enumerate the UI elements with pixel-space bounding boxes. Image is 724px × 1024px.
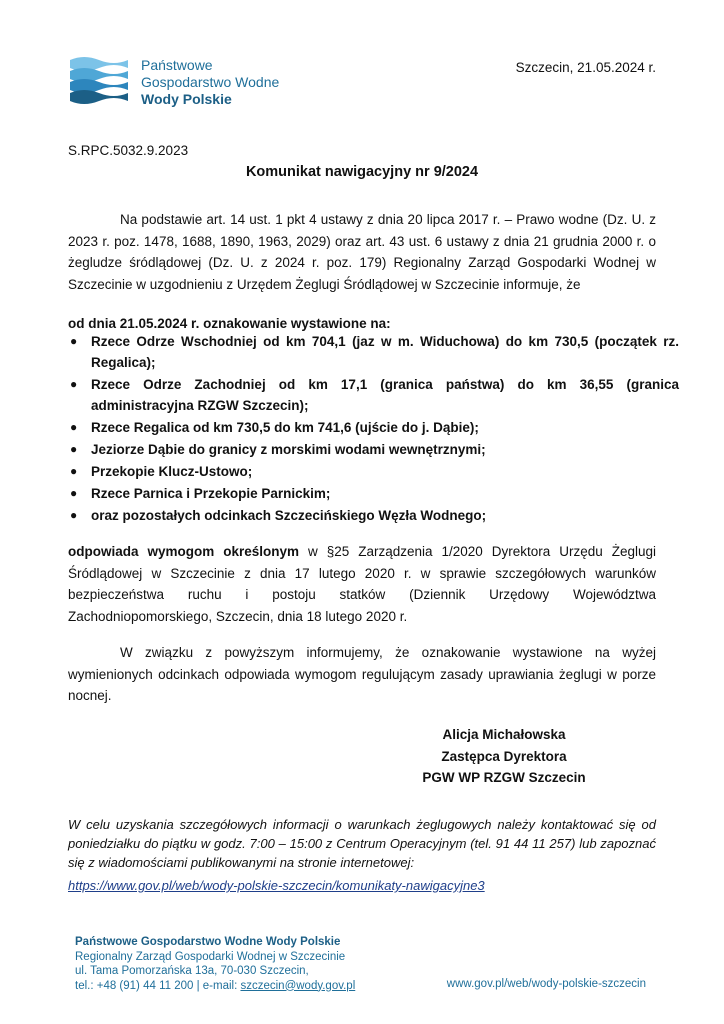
signatory-name: Alicja Michałowska	[442, 727, 566, 742]
compliance-rest: w §25 Zarządzenia 1/2020 Dyrektora Urzędu Żeglugi Śródlądowej w Szczecinie z dnia 17 lutego 2020 r. w sprawie szczegółowych warunków bezpieczeństwa ruchu i postoju statków (Dziennik Urzędowy Województwa Zachodniopomorskiego, Szczecin, dnia 18 lutego 2020 r.	[68, 544, 657, 624]
org-line-1: Państwowe	[141, 57, 213, 73]
bullet-icon: ●	[70, 486, 78, 500]
reference-number: S.RPC.5032.9.2023	[68, 143, 189, 158]
page-title: Komunikat nawigacyjny nr 9/2024	[245, 164, 479, 180]
waterway-list	[68, 331, 679, 527]
bullet-icon: ●	[70, 464, 78, 478]
bullet-icon: ●	[70, 442, 78, 456]
list-lead: od dnia 21.05.2024 r. oznakowanie wystawione na:	[68, 316, 391, 331]
list-item: ● Jeziorze Dąbie do granicy z morskimi wodami wewnętrznymi;	[91, 439, 679, 460]
footer-unit: Regionalny Zarząd Gospodarki Wodnej w Szczecinie	[75, 950, 346, 963]
footer-street: ul. Tama Pomorzańska 13a, 70-030 Szczecin,	[75, 965, 309, 977]
signature-block	[404, 724, 604, 789]
signatory-position: Zastępca Dyrektora	[441, 748, 567, 764]
signatory-unit: PGW WP RZGW Szczecin	[422, 770, 586, 785]
bullet-icon: ●	[70, 377, 78, 391]
bullet-icon: ●	[70, 508, 78, 522]
bullet-icon: ●	[70, 334, 78, 348]
footer-website[interactable]: www.gov.pl/web/wody-polskie-szczecin	[446, 978, 646, 990]
org-line-3: Wody Polskie	[141, 91, 232, 107]
list-item: ● Rzece Odrze Wschodniej od km 704,1 (jaz w m. Widuchowa) do km 730,5 (początek rz. Regalica);	[91, 331, 679, 373]
footer-org: Państwowe Gospodarstwo Wodne Wody Polskie	[75, 936, 341, 948]
announcements-link[interactable]: https://www.gov.pl/web/wody-polskie-szczecin/komunikaty-nawigacyjne3	[68, 878, 485, 893]
footer-address	[75, 935, 355, 993]
wody-polskie-logo-icon	[68, 52, 130, 110]
list-item: ● Rzece Parnica i Przekopie Parnickim;	[91, 483, 679, 504]
compliance-bold: odpowiada wymogom określonym	[68, 544, 299, 559]
org-line-2: Gospodarstwo Wodne	[141, 74, 280, 90]
list-item: ● Rzece Odrze Zachodniej od km 17,1 (granica państwa) do km 36,55 (granica administracyjna RZGW Szczecin);	[91, 374, 679, 416]
compliance-paragraph	[68, 541, 656, 627]
contact-info-note: W celu uzyskania szczegółowych informacji o warunkach żeglugowych należy kontaktować się od poniedziałku do piątku w godz. 7:00 – 15:00 z Centrum Operacyjnym (tel. 91 44 11 257) lub zapoznać się z wiadomościami publikowanymi na stronie internetowej:	[68, 817, 656, 870]
intro-paragraph: Na podstawie art. 14 ust. 1 pkt 4 ustawy z dnia 20 lipca 2017 r. – Prawo wodne (Dz. U. z 2023 r. poz. 1478, 1688, 1890, 1963, 2029) oraz art. 43 ust. 6 ustawy z dnia 21 grudnia 2000 r. o żegludze śródlądowej (Dz. U. z 2024 r. poz. 179) Regionalny Zarząd Gospodarki Wodnej w Szczecinie w uzgodnieniu z Urzędem Żeglugi Śródlądowej w Szczecinie informuje, że	[68, 212, 656, 292]
footer-email-link[interactable]: szczecin@wody.gov.pl	[240, 979, 356, 992]
list-item: ● Przekopie Klucz-Ustowo;	[91, 461, 679, 482]
list-item: ● oraz pozostałych odcinkach Szczecińskiego Węzła Wodnego;	[91, 505, 679, 526]
document-date: Szczecin, 21.05.2024 r.	[515, 60, 656, 75]
list-item: ● Rzece Regalica od km 730,5 do km 741,6 (ujście do j. Dąbie);	[91, 417, 679, 438]
footer-contact: tel.: +48 (91) 44 11 200 | e-mail: szczecin@wody.gov.pl	[75, 979, 356, 992]
conclusion-paragraph: W związku z powyższym informujemy, że oznakowanie wystawione na wyżej wymienionych odcinkach odpowiada wymogom regulującym zasady uprawiania żeglugi w porze nocnej.	[68, 645, 656, 703]
organization-name	[141, 57, 279, 108]
bullet-icon: ●	[70, 420, 78, 434]
